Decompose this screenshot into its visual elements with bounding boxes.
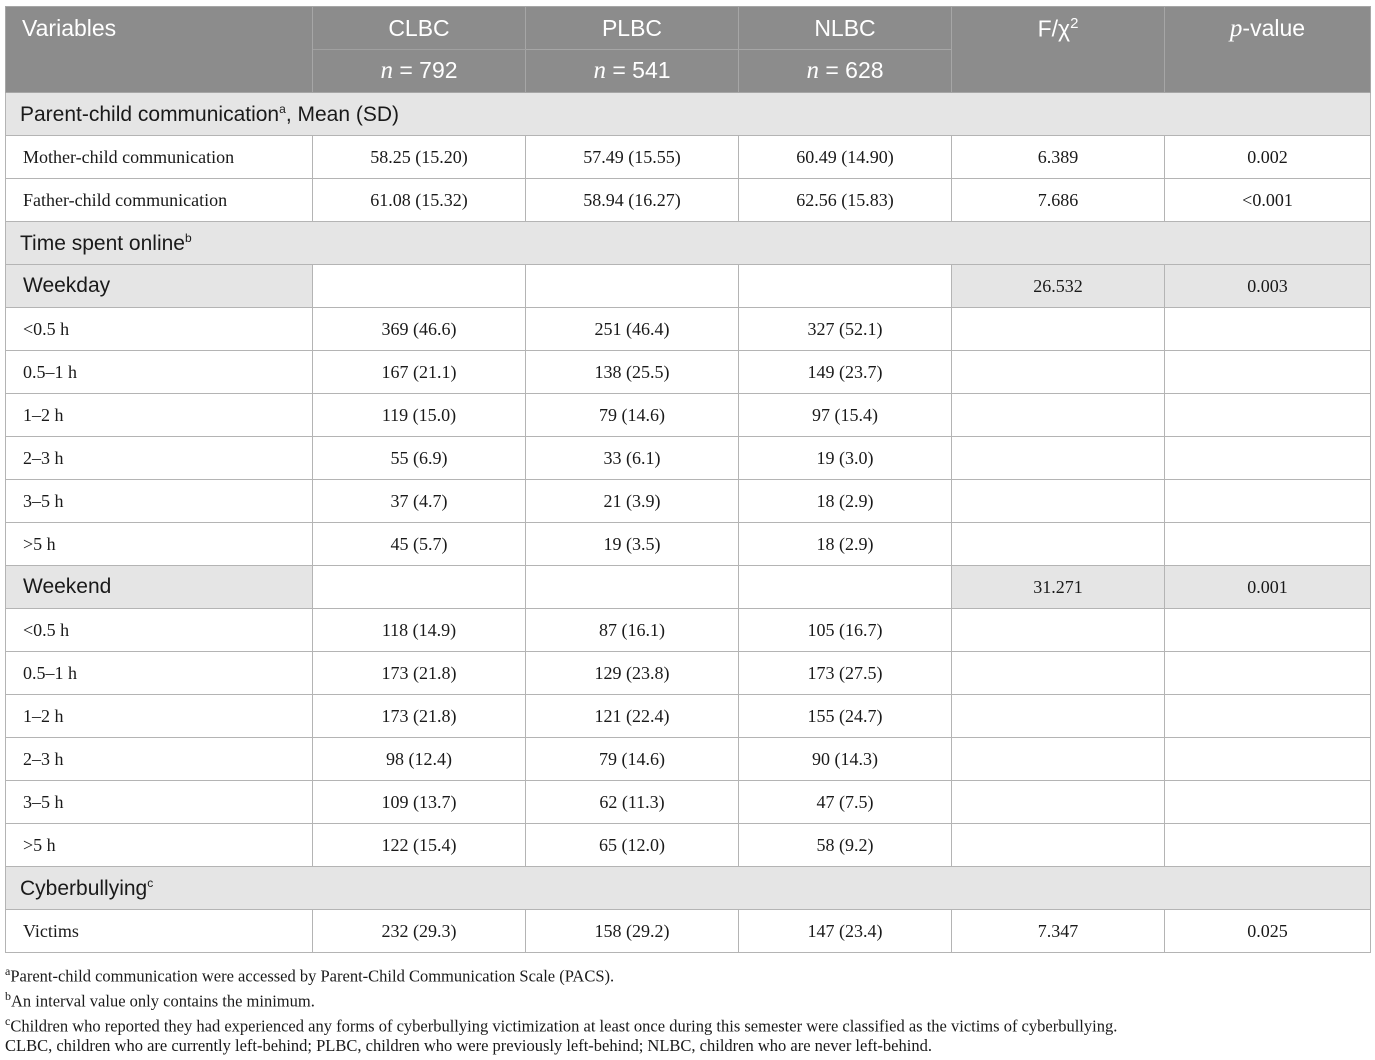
footnote-a: $^a$Parent-child communication were accessed by Parent-Child Communication Scale (PACS). [5, 964, 615, 986]
header-group-plbc: PLBC [526, 7, 739, 50]
table-row: Mother-child communication 58.25 (15.20) 57.49 (15.55) 60.49 (14.90) 6.389 0.002 [6, 136, 1371, 179]
header-p-value: p-value [1165, 7, 1371, 93]
header-n-clbc: n = 792 [313, 50, 526, 93]
header-group-nlbc: NLBC [739, 7, 952, 50]
table-row: 0.5–1 h 167 (21.1) 138 (25.5) 149 (23.7) [6, 351, 1371, 394]
table-row: 3–5 h 37 (4.7) 21 (3.9) 18 (2.9) [6, 480, 1371, 523]
subsection-weekday: Weekday 26.532 0.003 [6, 265, 1371, 308]
table-row: Father-child communication 61.08 (15.32) 58.94 (16.27) 62.56 (15.83) 7.686 <0.001 [6, 179, 1371, 222]
table-row: 3–5 h 109 (13.7) 62 (11.3) 47 (7.5) [6, 781, 1371, 824]
footnote-abbreviations: CLBC, children who are currently left-behind; PLBC, children who were previously left-behind; NLBC, children who are never left-behind. [5, 1036, 932, 1055]
table-row: 2–3 h 98 (12.4) 79 (14.6) 90 (14.3) [6, 738, 1371, 781]
header-variables: Variables [6, 7, 313, 93]
table-row: 1–2 h 173 (21.8) 121 (22.4) 155 (24.7) [6, 695, 1371, 738]
footnote-b: $^b$An interval value only contains the minimum. [5, 989, 315, 1011]
section-time-online: Time spent online$^b$ [6, 222, 1371, 265]
header-stat: $F/\chi^2$ [952, 7, 1165, 93]
header-n-nlbc: n = 628 [739, 50, 952, 93]
header-group-clbc: CLBC [313, 7, 526, 50]
table-row: 2–3 h 55 (6.9) 33 (6.1) 19 (3.0) [6, 437, 1371, 480]
section-cyberbullying: Cyberbullying$^c$ [6, 867, 1371, 910]
subsection-weekend: Weekend 31.271 0.001 [6, 566, 1371, 609]
table-row: >5 h 122 (15.4) 65 (12.0) 58 (9.2) [6, 824, 1371, 867]
results-table [5, 6, 1371, 953]
header-n-plbc: n = 541 [526, 50, 739, 93]
table-row: 0.5–1 h 173 (21.8) 129 (23.8) 173 (27.5) [6, 652, 1371, 695]
table-footnotes [5, 960, 1370, 1060]
table-row: 1–2 h 119 (15.0) 79 (14.6) 97 (15.4) [6, 394, 1371, 437]
table-row: <0.5 h 369 (46.6) 251 (46.4) 327 (52.1) [6, 308, 1371, 351]
section-communication: Parent-child communication$^a$, Mean (SD) [6, 93, 1371, 136]
table-row: Victims 232 (29.3) 158 (29.2) 147 (23.4) 7.347 0.025 [6, 910, 1371, 953]
footnote-c: $^c$Children who reported they had experienced any forms of cyberbullying victimization at least once during this semester were classified as the victims of cyberbullying. [5, 1014, 1118, 1036]
table-row: <0.5 h 118 (14.9) 87 (16.1) 105 (16.7) [6, 609, 1371, 652]
table-row: >5 h 45 (5.7) 19 (3.5) 18 (2.9) [6, 523, 1371, 566]
